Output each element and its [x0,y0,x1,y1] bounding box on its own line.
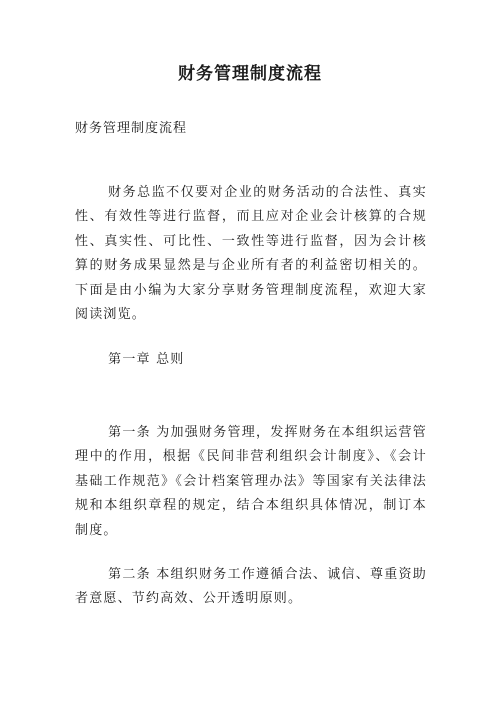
document-subtitle: 财务管理制度流程 [75,121,188,136]
article-2-paragraph: 第二条 本组织财务工作遵循合法、诚信、尊重资助者意愿、节约高效、公开透明原则。 [75,567,427,607]
intro-paragraph: 财务总监不仅要对企业的财务活动的合法性、真实性、有效性等进行监督，而且应对企业会计核算的合规性、真实性、可比性、一致性等进行监督，因为会计核算的财务成果显然是与企业所有者的利益密切相关的。下面是由小编为大家分享财务管理制度流程，欢迎大家阅读浏览。 [75,185,427,323]
article-1-paragraph: 第一条 为加强财务管理，发挥财务在本组织运营管理中的作用，根据《民间非营利组织会计制度》、《会计基础工作规范》《会计档案管理办法》等国家有关法律法规和本组织章程的规定，结合本组织具体情况，制订本制度。 [75,425,427,538]
chapter-heading: 第一章 总则 [108,352,185,367]
document-title: 财务管理制度流程 [178,64,322,84]
